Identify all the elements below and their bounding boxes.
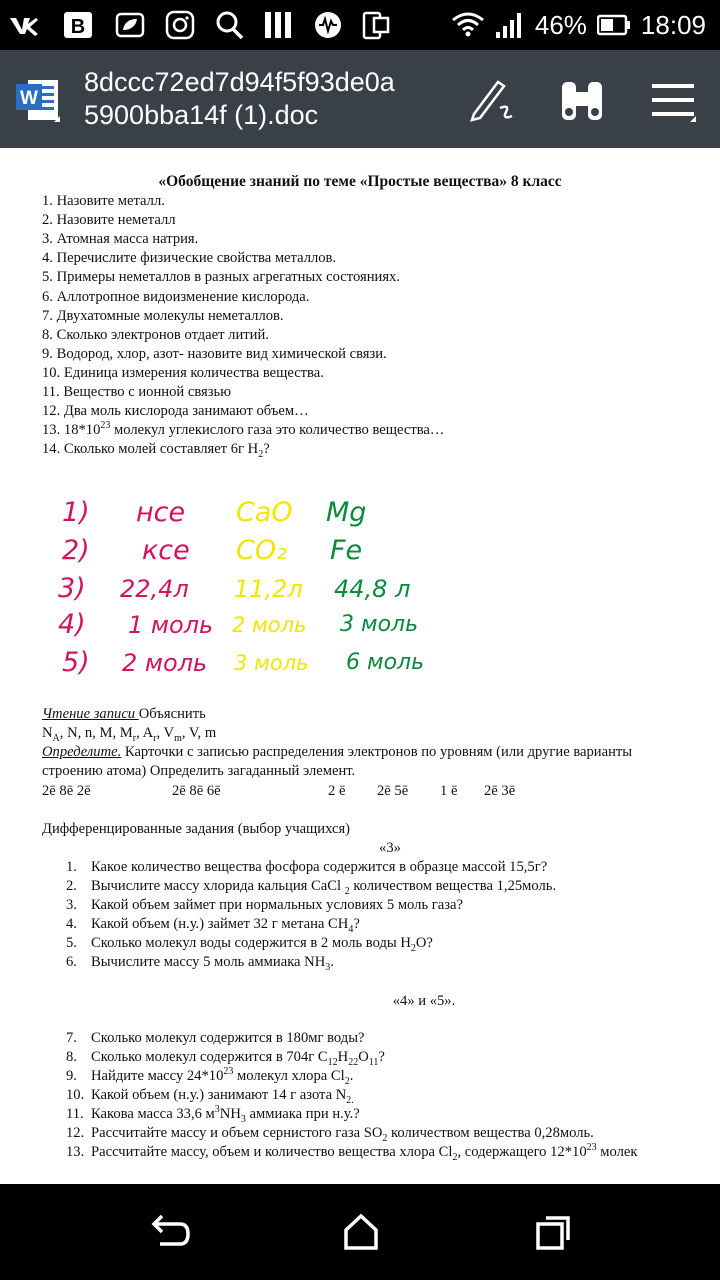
status-bar bbox=[0, 0, 720, 50]
task-text: Какое количество вещества фосфора содержится в образце массой 15,5г? bbox=[91, 859, 548, 875]
group-3-title: «3» bbox=[379, 840, 401, 856]
battery-icon bbox=[597, 14, 631, 36]
menu-icon[interactable] bbox=[648, 74, 700, 126]
task-text: Вычислите массу хлорида кальция CaCl $_2$ количеством вещества 1,25моль. bbox=[91, 878, 557, 897]
task-text: Какова масса 33,6 $м^3NH_3$ аммиака при н.у.? bbox=[91, 1104, 360, 1125]
list-item: 5. Примеры неметаллов в разных агрегатных состояниях. bbox=[42, 269, 400, 285]
hw-green-answer: 3 моль bbox=[340, 612, 419, 637]
task-number: 8. bbox=[66, 1049, 77, 1065]
binoculars-icon[interactable] bbox=[556, 74, 608, 126]
phone-frame-icon bbox=[360, 10, 392, 40]
task-text: Какой объем (н.у.) занимают 14 г азота $N_{2.}$ bbox=[91, 1087, 354, 1106]
task-number: 2. bbox=[66, 878, 77, 894]
hw-number: 1) bbox=[62, 497, 90, 528]
define-line: Определите. Карточки с записью распределения электронов по уровням (или другие варианты bbox=[42, 744, 633, 760]
home-icon[interactable] bbox=[338, 1212, 384, 1252]
task-number: 9. bbox=[66, 1068, 77, 1084]
hw-number: 4) bbox=[58, 609, 86, 640]
hw-number: 2) bbox=[62, 535, 90, 566]
electron-config: 2ē 8ē 2ē bbox=[42, 783, 91, 799]
instagram-icon bbox=[164, 10, 196, 40]
task-text: Рассчитайте массу и объем сернистого газа $SO_2$ количеством вещества 0,28моль. bbox=[91, 1125, 594, 1144]
task-number: 7. bbox=[66, 1030, 77, 1046]
hw-red-answer: 22,4л bbox=[120, 575, 189, 603]
electron-config: 1 ē bbox=[440, 783, 458, 799]
hw-red-answer: 2 моль bbox=[122, 649, 208, 677]
hw-green-answer: Fe bbox=[330, 535, 363, 566]
task-text: Сколько молекул содержится в 704г $C_{12}H_{22}O_{11}$? bbox=[91, 1049, 385, 1068]
list-item: 7. Двухатомные молекулы неметаллов. bbox=[42, 308, 284, 324]
hw-green-answer: Mg bbox=[326, 497, 367, 528]
task-text: Рассчитайте массу, объем и количество вещества хлора $Cl_2$, содержащего $12*10^{23}$ молек bbox=[91, 1142, 638, 1163]
hw-green-answer: 44,8 л bbox=[334, 575, 411, 603]
wifi-icon bbox=[451, 10, 485, 40]
list-item: 1. Назовите металл. bbox=[42, 193, 165, 209]
task-text: Какой объем займет при нормальных условиях 5 моль газа? bbox=[91, 897, 463, 913]
define-line-2: строению атома) Определить загаданный элемент. bbox=[42, 763, 356, 779]
task-number: 11. bbox=[66, 1106, 84, 1122]
task-text: Вычислите массу 5 моль аммиака $NH_3$. bbox=[91, 954, 334, 973]
task-number: 4. bbox=[66, 916, 77, 932]
hw-yellow-answer: 3 моль bbox=[234, 651, 309, 675]
hw-red-answer: нсе bbox=[136, 497, 186, 528]
task-number: 12. bbox=[66, 1125, 85, 1141]
hw-yellow-answer: 2 моль bbox=[232, 613, 307, 637]
list-item: 13. $18*10^{23}$ молекул углекислого газа это количество вещества… bbox=[42, 420, 445, 438]
task-text: Найдите массу $24*10^{23}$ молекул хлора $Cl_2$. bbox=[91, 1066, 354, 1087]
leaf-icon bbox=[114, 10, 146, 40]
hw-number: 3) bbox=[58, 573, 86, 604]
hw-yellow-answer: CO₂ bbox=[236, 535, 287, 566]
doc-heading: «Обобщение знаний по теме «Простые вещества» 8 класс bbox=[158, 173, 562, 190]
task-number: 6. bbox=[66, 954, 77, 970]
electron-config: 2ē 8ē 6ē bbox=[172, 783, 221, 799]
task-number: 10. bbox=[66, 1087, 85, 1103]
list-item: 4. Перечислите физические свойства металлов. bbox=[42, 250, 337, 266]
electron-config: 2ē 5ē bbox=[377, 783, 409, 799]
list-item: 3. Атомная масса натрия. bbox=[42, 231, 199, 247]
vk-b-icon bbox=[62, 10, 94, 40]
hw-red-answer: ксе bbox=[142, 535, 190, 566]
document-page[interactable] bbox=[0, 148, 720, 1184]
battery-percent: 46% bbox=[534, 9, 587, 40]
task-number: 5. bbox=[66, 935, 77, 951]
hw-green-answer: 6 моль bbox=[346, 650, 425, 675]
list-item: 12. Два моль кислорода занимают объем… bbox=[42, 403, 309, 419]
document-title: 8dccc72ed7d94f5f93de0a 5900bba14f (1).doc bbox=[84, 67, 395, 130]
task-text: Какой объем (н.у.) займет 32 г метана $CH_4$? bbox=[91, 916, 360, 935]
list-item: 8. Сколько электронов отдает литий. bbox=[42, 327, 269, 343]
reading-line: Чтение записи Объяснить bbox=[42, 706, 206, 722]
symbols-line: $N_A$, N, n, M, $M_r$, $A_r$, $V_m$, V, m bbox=[42, 725, 217, 744]
hw-yellow-answer: CaO bbox=[236, 497, 293, 528]
bars-icon bbox=[262, 10, 294, 40]
list-item: 10. Единица измерения количества вещества. bbox=[42, 365, 324, 381]
task-text: Сколько молекул содержится в 180мг воды? bbox=[91, 1030, 365, 1046]
svg-text:B: B bbox=[70, 16, 86, 38]
clock: 18:09 bbox=[640, 9, 706, 40]
list-item: 6. Аллотропное видоизменение кислорода. bbox=[42, 289, 310, 305]
task-number: 3. bbox=[66, 897, 77, 913]
task-text: Сколько молекул воды содержится в 2 моль воды $H_2O$? bbox=[91, 935, 433, 954]
group-45-title: «4» и «5». bbox=[392, 993, 456, 1009]
status-right bbox=[451, 8, 706, 42]
hw-red-answer: 1 моль bbox=[128, 611, 214, 639]
task-number: 1. bbox=[66, 859, 77, 875]
list-item: 9. Водород, хлор, азот- назовите вид химической связи. bbox=[42, 346, 387, 362]
diff-tasks-title: Дифференцированные задания (выбор учащихся) bbox=[42, 821, 351, 837]
task-number: 13. bbox=[66, 1144, 85, 1160]
back-icon[interactable] bbox=[146, 1212, 192, 1252]
search-icon bbox=[214, 10, 246, 40]
svg-text:W: W bbox=[20, 88, 38, 109]
music-icon bbox=[312, 10, 344, 40]
vk-icon bbox=[8, 10, 40, 40]
electron-config: 2 ē bbox=[328, 783, 346, 799]
list-item: 2. Назовите неметалл bbox=[42, 212, 176, 228]
signal-icon bbox=[495, 10, 525, 40]
electron-config: 2ē 3ē bbox=[484, 783, 516, 799]
list-item: 11. Вещество с ионной связью bbox=[42, 384, 232, 400]
hw-yellow-answer: 11,2л bbox=[234, 575, 303, 603]
word-document-icon bbox=[14, 76, 62, 126]
recent-apps-icon[interactable] bbox=[530, 1212, 576, 1252]
edit-pen-icon[interactable] bbox=[464, 74, 516, 126]
hw-number: 5) bbox=[62, 647, 90, 678]
navigation-bar bbox=[0, 1184, 720, 1280]
list-item: 14. Сколько молей составляет 6г $Н_2$? bbox=[42, 441, 270, 460]
app-bar bbox=[0, 50, 720, 148]
